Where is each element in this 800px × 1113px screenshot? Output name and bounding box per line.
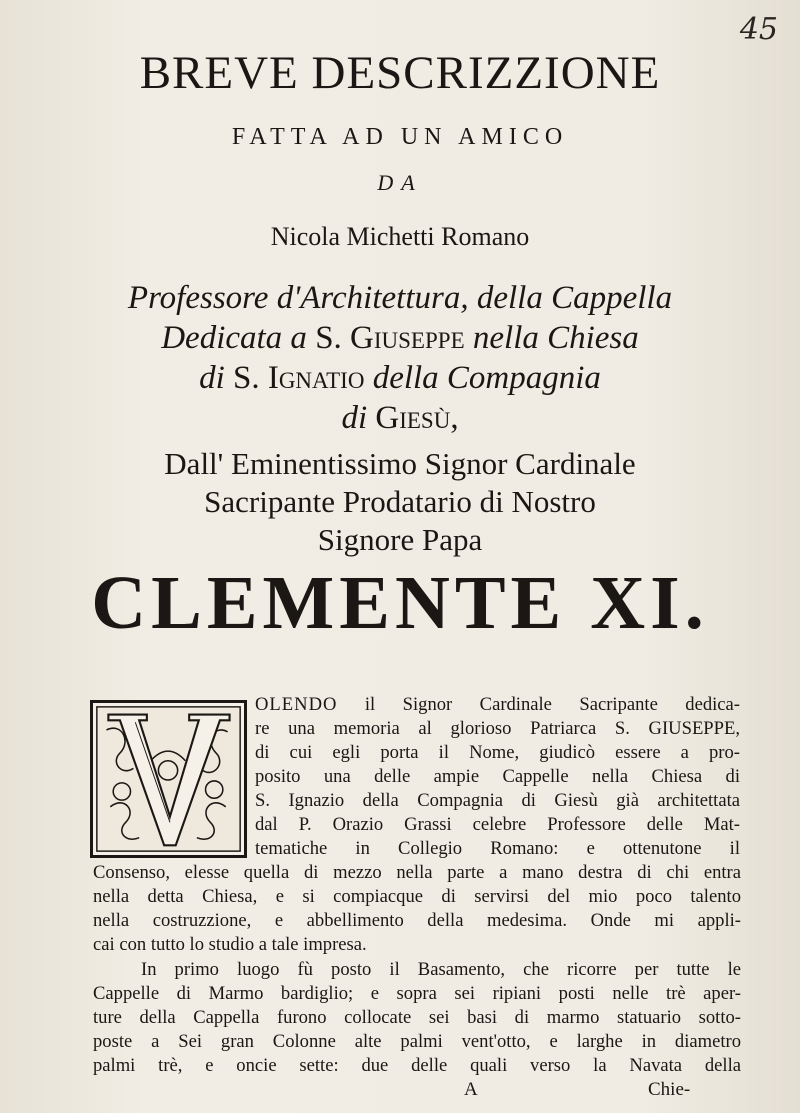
- by-line: DA: [377, 170, 423, 195]
- p1-line-5: S. Ignazio della Compagnia di Giesù già architettata: [255, 790, 740, 811]
- p1-line-3: di cui egli porta il Nome, giudicò essere a pro-: [255, 742, 740, 763]
- p1-line-2: re una memoria al glorioso Patriarca S. GIUSEPPE,: [255, 718, 740, 739]
- paragraph-2: [93, 958, 741, 1078]
- professor-line-4: di Giesù,: [341, 400, 459, 436]
- pope-name: CLEMENTE XI.: [91, 561, 709, 645]
- p1-line-4: posito una delle ampie Cappelle nella Chiesa di: [255, 766, 740, 787]
- dedication-block: [60, 445, 740, 559]
- p1-line-8: Consenso, elesse quella di mezzo nella parte a mano destra di chi entra: [93, 862, 741, 883]
- dedication-line-2: Sacripante Prodatario di Nostro: [204, 484, 596, 519]
- subtitle: FATTA AD UN AMICO: [231, 124, 569, 150]
- dedication-line-3: Signore Papa: [317, 522, 483, 557]
- professor-line-2: Dedicata a S. Giuseppe nella Chiesa: [161, 320, 639, 356]
- paragraph-1-full-width: [93, 861, 741, 957]
- author-name: Nicola Michetti Romano: [270, 222, 530, 251]
- main-title: BREVE DESCRIZZIONE: [139, 47, 661, 99]
- p2-line-5: palmi trè, e oncie sette: due delle quali verso la Navata della: [93, 1055, 741, 1076]
- dedication-line-1: Dall' Eminentissimo Signor Cardinale: [164, 446, 636, 481]
- author-title-block: [40, 278, 760, 438]
- p2-line-4: poste a Sei gran Colonne alte palmi vent'otto, e larghe in diametro: [93, 1031, 741, 1052]
- professor-line-1: Professore d'Architettura, della Cappella: [127, 280, 673, 316]
- p2-line-2: Cappelle di Marmo bardiglio; e sopra sei ripiani posti nelle trè aper-: [93, 983, 741, 1004]
- catchword: Chie-: [648, 1079, 691, 1100]
- professor-line-3: di S. Ignatio della Compagnia: [199, 360, 601, 396]
- p2-line-3: ture della Cappella furono collocate sei basi di marmo statuario sotto-: [93, 1007, 741, 1028]
- ornamental-initial-image: [93, 703, 244, 855]
- paragraph-1-beside-initial: [255, 693, 740, 861]
- p1-line-10: nella costruzzione, e abbellimento della medesima. Onde mi appli-: [93, 910, 741, 931]
- p1-line-7: tematiche in Collegio Romano: e ottenutone il: [255, 838, 740, 859]
- p1-line-11: cai con tutto lo studio a tale impresa.: [93, 934, 367, 955]
- signature-mark: A: [464, 1079, 478, 1100]
- p1-line-1: OLENDO il Signor Cardinale Sacripante dedica-: [255, 694, 740, 715]
- page-number: 45: [739, 12, 778, 47]
- p1-line-6: dal P. Orazio Grassi celebre Professore delle Mat-: [255, 814, 740, 835]
- p1-line-9: nella detta Chiesa, e si compiacque di servirsi del mio poco talento: [93, 886, 741, 907]
- p2-line-1: In primo luogo fù posto il Basamento, che ricorre per tutte le: [141, 959, 741, 980]
- decorated-initial-v: [90, 700, 247, 858]
